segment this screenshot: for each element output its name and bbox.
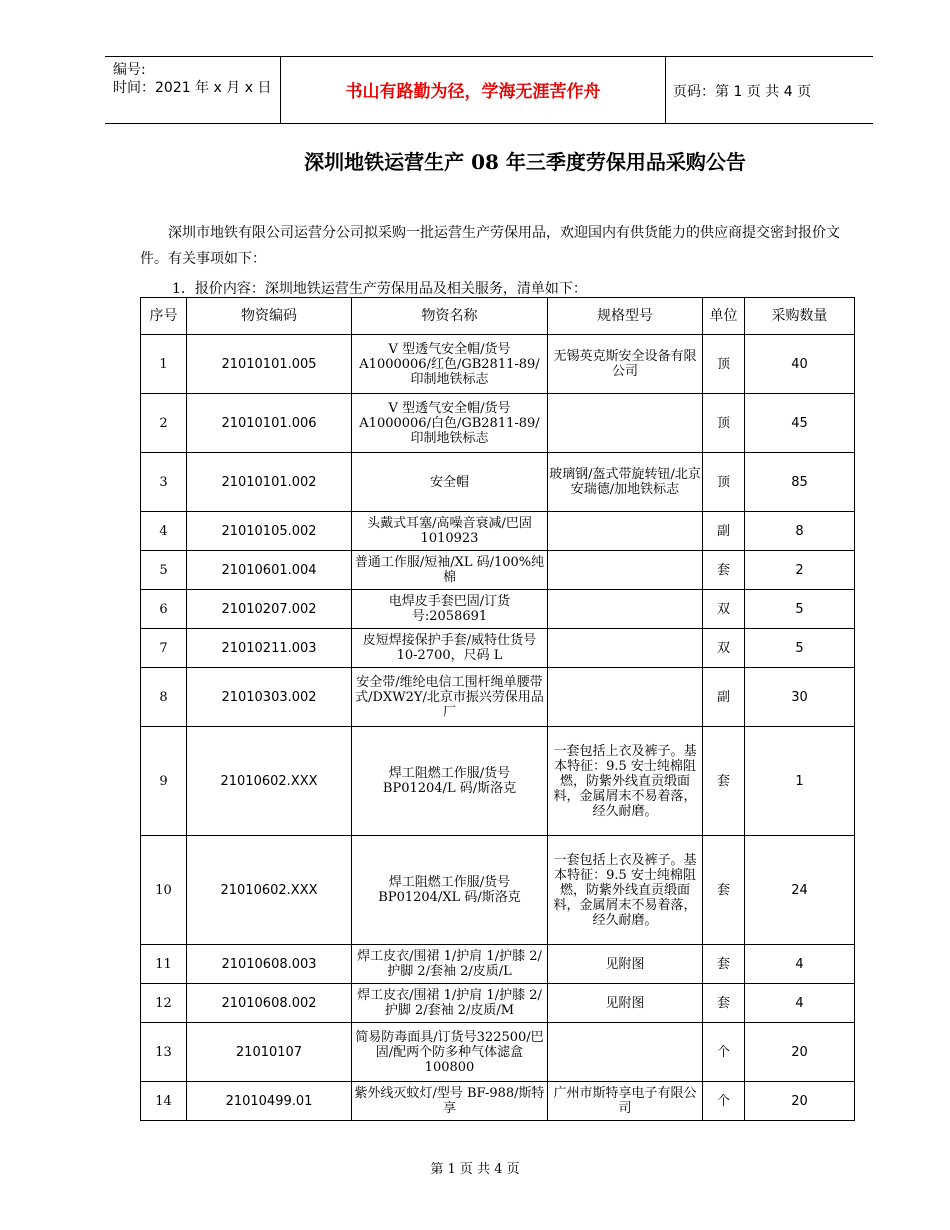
procurement-table (140, 297, 855, 1121)
header-motto: 书山有路勤为径，学海无涯苦作舟 (345, 82, 601, 102)
cell-code: 21010101.005 (187, 335, 352, 394)
cell-unit: 副 (703, 512, 745, 551)
cell-name: 普通工作服/短袖/XL 码/100%纯棉 (352, 551, 548, 590)
cell-qty: 20 (745, 1082, 855, 1121)
cell-unit: 副 (703, 668, 745, 727)
table-row (141, 836, 855, 945)
cell-qty: 40 (745, 335, 855, 394)
cell-qty: 2 (745, 551, 855, 590)
cell-code: 21010211.003 (187, 629, 352, 668)
table-header-row (141, 298, 855, 335)
table-row (141, 668, 855, 727)
cell-qty: 24 (745, 836, 855, 945)
cell-name: 焊工阻燃工作服/货号BP01204/XL 码/斯洛克 (352, 836, 548, 945)
col-header-unit: 单位 (703, 298, 745, 335)
cell-spec (548, 1023, 703, 1082)
cell-spec: 一套包括上衣及裤子。基本特征：9.5 安士纯棉阻燃，防紫外线直贡缎面料，金属屑末不易着落，经久耐磨。 (548, 727, 703, 836)
cell-qty: 85 (745, 453, 855, 512)
cell-index: 14 (141, 1082, 187, 1121)
cell-spec: 无锡英克斯安全设备有限公司 (548, 335, 703, 394)
cell-spec (548, 394, 703, 453)
table-row (141, 551, 855, 590)
document-number-label: 编号: (113, 62, 146, 78)
cell-spec: 见附图 (548, 984, 703, 1023)
cell-name: V 型透气安全帽/货号A1000006/白色/GB2811-89/印制地铁标志 (352, 394, 548, 453)
cell-index: 2 (141, 394, 187, 453)
col-header-spec: 规格型号 (548, 298, 703, 335)
cell-unit: 套 (703, 945, 745, 984)
cell-unit: 顶 (703, 394, 745, 453)
cell-index: 7 (141, 629, 187, 668)
cell-code: 21010101.002 (187, 453, 352, 512)
cell-unit: 套 (703, 727, 745, 836)
cell-unit: 顶 (703, 453, 745, 512)
cell-index: 13 (141, 1023, 187, 1082)
cell-name: 焊工皮衣/围裙 1/护肩 1/护膝 2/护脚 2/套袖 2/皮质/L (352, 945, 548, 984)
cell-code: 21010601.004 (187, 551, 352, 590)
table-row (141, 453, 855, 512)
cell-spec: 广州市斯特享电子有限公司 (548, 1082, 703, 1121)
cell-unit: 套 (703, 984, 745, 1023)
cell-code: 21010105.002 (187, 512, 352, 551)
cell-index: 4 (141, 512, 187, 551)
document-title: 深圳地铁运营生产 08 年三季度劳保用品采购公告 (304, 150, 746, 174)
cell-index: 6 (141, 590, 187, 629)
cell-unit: 套 (703, 551, 745, 590)
cell-index: 12 (141, 984, 187, 1023)
cell-qty: 5 (745, 629, 855, 668)
cell-unit: 双 (703, 629, 745, 668)
cell-qty: 45 (745, 394, 855, 453)
cell-qty: 30 (745, 668, 855, 727)
cell-code: 21010608.003 (187, 945, 352, 984)
cell-name: 紫外线灭蚊灯/型号 BF-988/斯特享 (352, 1082, 548, 1121)
intro-paragraph: 深圳市地铁有限公司运营分公司拟采购一批运营生产劳保用品，欢迎国内有供货能力的供应商提交密封报价文件。有关事项如下： (140, 225, 840, 267)
cell-code: 21010608.002 (187, 984, 352, 1023)
cell-code: 21010602.XXX (187, 727, 352, 836)
cell-index: 11 (141, 945, 187, 984)
cell-name: 安全帽 (352, 453, 548, 512)
col-header-code: 物资编码 (187, 298, 352, 335)
table-row (141, 945, 855, 984)
col-header-index: 序号 (141, 298, 187, 335)
cell-code: 21010602.XXX (187, 836, 352, 945)
cell-unit: 个 (703, 1082, 745, 1121)
cell-index: 8 (141, 668, 187, 727)
cell-spec (548, 629, 703, 668)
cell-name: 简易防毒面具/订货号322500/巴固/配两个防多种气体滤盒 100800 (352, 1023, 548, 1082)
cell-spec: 一套包括上衣及裤子。基本特征：9.5 安士纯棉阻燃，防紫外线直贡缎面料，金属屑末不易着落，经久耐磨。 (548, 836, 703, 945)
cell-qty: 4 (745, 945, 855, 984)
cell-name: 电焊皮手套巴固/订货号:2058691 (352, 590, 548, 629)
table-row (141, 727, 855, 836)
cell-qty: 8 (745, 512, 855, 551)
cell-index: 1 (141, 335, 187, 394)
table-row (141, 512, 855, 551)
table-row (141, 1023, 855, 1082)
cell-name: V 型透气安全帽/货号A1000006/红色/GB2811-89/印制地铁标志 (352, 335, 548, 394)
header-divider (665, 57, 666, 123)
document-time: 时间：2021 年 x 月 x 日 (113, 80, 272, 96)
cell-code: 21010207.002 (187, 590, 352, 629)
cell-name: 皮短焊接保护手套/威特仕货号 10-2700，尺码 L (352, 629, 548, 668)
table-row (141, 629, 855, 668)
cell-name: 焊工皮衣/围裙 1/护肩 1/护膝 2/护脚 2/套袖 2/皮质/M (352, 984, 548, 1023)
cell-index: 10 (141, 836, 187, 945)
cell-spec (548, 551, 703, 590)
cell-spec (548, 512, 703, 551)
cell-index: 3 (141, 453, 187, 512)
header-meta (113, 61, 271, 97)
cell-qty: 1 (745, 727, 855, 836)
cell-spec: 玻璃钢/盔式带旋转钮/北京安瑞德/加地铁标志 (548, 453, 703, 512)
cell-code: 21010107 (187, 1023, 352, 1082)
cell-name: 头戴式耳塞/高噪音衰减/巴固 1010923 (352, 512, 548, 551)
table-row (141, 335, 855, 394)
cell-unit: 双 (703, 590, 745, 629)
section-item-1: 1．报价内容：深圳地铁运营生产劳保用品及相关服务，清单如下： (172, 281, 587, 297)
table-row (141, 984, 855, 1023)
cell-unit: 套 (703, 836, 745, 945)
cell-spec (548, 668, 703, 727)
col-header-name: 物资名称 (352, 298, 548, 335)
col-header-qty: 采购数量 (745, 298, 855, 335)
cell-code: 21010303.002 (187, 668, 352, 727)
table-row (141, 590, 855, 629)
cell-spec: 见附图 (548, 945, 703, 984)
cell-index: 9 (141, 727, 187, 836)
cell-code: 21010499.01 (187, 1082, 352, 1121)
cell-unit: 顶 (703, 335, 745, 394)
cell-code: 21010101.006 (187, 394, 352, 453)
cell-qty: 5 (745, 590, 855, 629)
header-page-info: 页码：第 1 页 共 4 页 (673, 84, 812, 100)
cell-name: 安全带/维纶电信工围杆绳单腰带式/DXW2Y/北京市振兴劳保用品厂 (352, 668, 548, 727)
cell-name: 焊工阻燃工作服/货号BP01204/L 码/斯洛克 (352, 727, 548, 836)
cell-qty: 4 (745, 984, 855, 1023)
page-header (105, 56, 873, 124)
cell-qty: 20 (745, 1023, 855, 1082)
table-row (141, 394, 855, 453)
cell-unit: 个 (703, 1023, 745, 1082)
cell-index: 5 (141, 551, 187, 590)
page-footer: 第 1 页 共 4 页 (430, 1162, 520, 1177)
cell-spec (548, 590, 703, 629)
table-row (141, 1082, 855, 1121)
